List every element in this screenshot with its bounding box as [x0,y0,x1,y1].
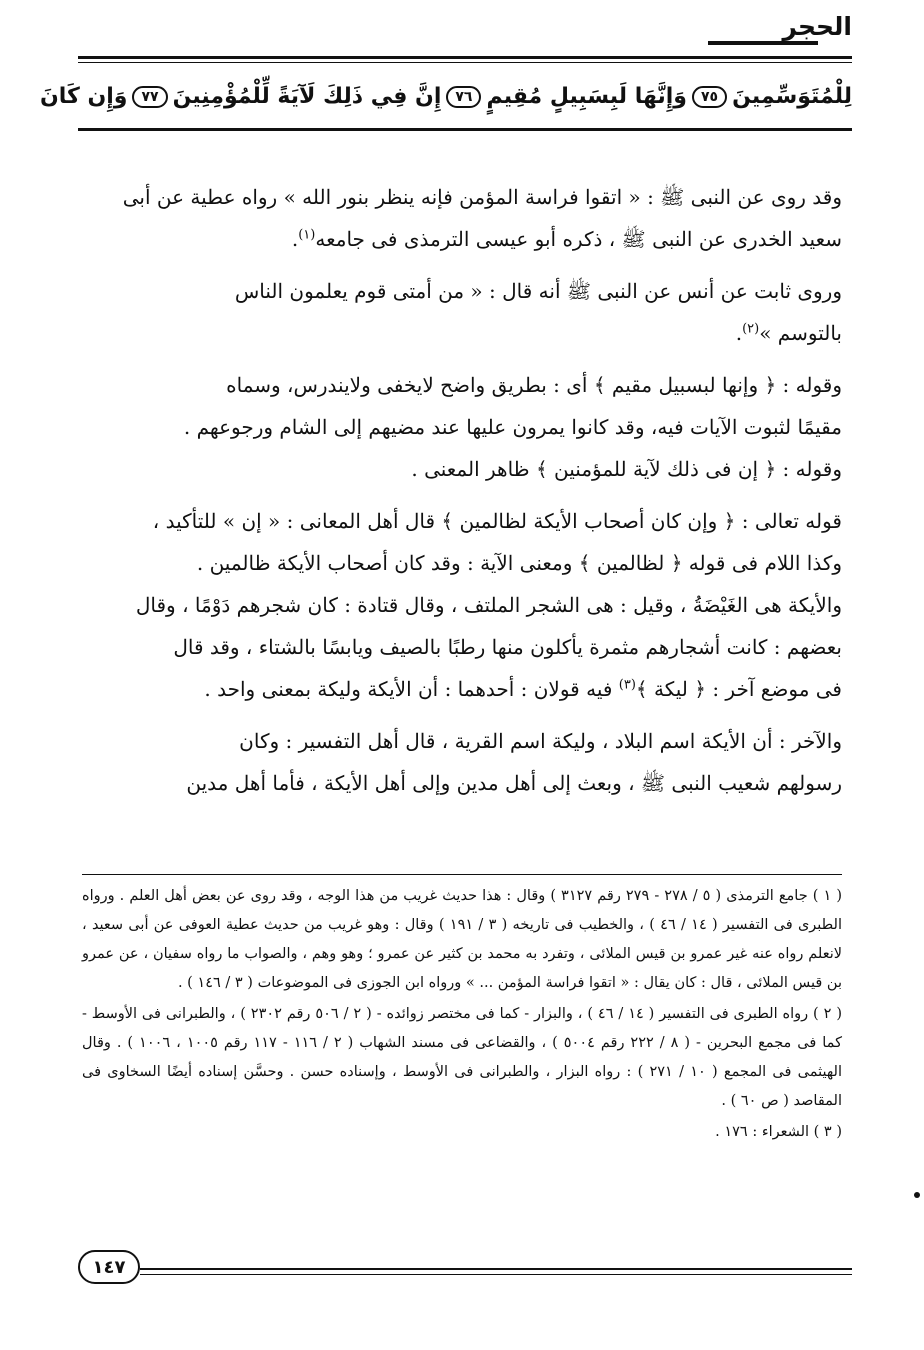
line: سعيد الخدرى عن النبى ﷺ ، ذكره أبو عيسى الترمذى فى جامعه [315,227,842,251]
footnote-3: ( ٣ ) الشعراء : ١٧٦ . [715,1124,842,1140]
line-end: . [291,227,299,251]
line: والآخر : أن الأيكة اسم البلاد ، وليكة اسم القرية ، قال أهل التفسير : وكان [239,729,842,753]
verse-text: وَإِنَّهَا لَبِسَبِيلٍ مُقِيمٍ [486,84,687,109]
verse-text: لِلْمُتَوَسِّمِينَ [732,84,852,109]
line: وقوله : ﴿ وإنها لبسبيل مقيم ﴾ أى : بطريق واضح لايخفى ولايندرس، وسماه [226,373,842,397]
line: مقيمًا لثبوت الآيات فيه، وقد كانوا يمرون عليها عند مضيهم إلى الشام ورجوعهم . [183,415,842,439]
paragraph-3 [82,364,842,448]
verse-segment [127,70,441,124]
line: والأيكة هى الغَيْضَةُ ، وقيل : هى الشجر الملتف ، وقال قتادة : كان شجرهم دَوْمًا ، وقال [135,593,842,617]
page-footer [78,1244,852,1294]
title-underline [708,41,818,45]
line: رسولهم شعيب النبى ﷺ ، وبعث إلى أهل مدين وإلى أهل الأيكة ، فأما أهل مدين [186,771,842,795]
page-number: ١٤٧ [78,1250,140,1284]
line: بعضهم : كانت أشجارهم مثمرة يأكلون منها رطبًا بالصيف ويابسًا بالشتاء ، وقد قال [173,635,842,659]
line: قوله تعالى : ﴿ وإن كان أصحاب الأيكة لظالمين ﴾ قال أهل المعانى : « إن » للتأكيد ، [152,509,842,533]
commentary-body [82,176,842,814]
verse-segment [687,70,852,124]
line: بالتوسم » [759,321,842,345]
footnotes [82,882,842,1149]
surah-title: الحجر [782,12,852,41]
footnote-reference: (٣) [618,677,636,693]
paragraph-6 [82,720,842,804]
footnote-2: ( ٢ ) رواه الطبرى فى التفسير ( ١٤ / ٤٦ ) ، والبزار - كما فى مختصر زوائده - ( ٢ / ٥٠٦ رقم ٢٣٠٢ ) ، والطبرانى فى الأوسط - كما فى مجمع البحرين - ( ٨ / ٢٢٢ رقم ٥٠٠٤ ) ، والقضاعى فى مسند الشهاب ( ٢ / ١١٦ - ١١٧ رقم ١٠٠٥ ، ١٠٠٦ ) . وقال الهيثمى فى المجمع ( ١٠ / ٢٧١ ) : رواه البزار ، والطبرانى فى الأوسط ، وإسناده حسن . وحسَّن إسناده أيضًا السخاوى فى المقاصد ( ص ٦٠ ) . [82,1006,843,1109]
line: وكذا اللام فى قوله ﴿ لظالمين ﴾ ومعنى الآية : وقد كان أصحاب الأيكة ظالمين . [196,551,842,575]
verse-rule [78,128,852,131]
footer-rule-thin [140,1274,852,1275]
verse-text: وَإِن كَانَ [39,84,128,109]
verse-text: إِنَّ فِي ذَلِكَ لَآيَةً لِّلْمُؤْمِنِينَ [172,84,442,109]
line: فيه قولان : أحدهما : أن الأيكة وليكة بمعنى واحد . [204,677,613,701]
footnote-reference: (٢) [742,321,760,337]
footnote-reference: (١) [298,227,316,243]
line-end: . [735,321,743,345]
verse-segment [441,70,687,124]
verse-segment [40,70,127,124]
verse-number-marker: ٧٥ [692,86,727,108]
verse-number-marker: ٧٧ [132,86,167,108]
footer-rule [140,1268,852,1270]
quran-verse-line [39,70,852,124]
paragraph-4 [82,448,842,490]
line: فى موضع آخر : ﴿ ليكة ﴾ [635,677,842,701]
line: وقد روى عن النبى ﷺ : « اتقوا فراسة المؤمن فإنه ينظر بنور الله » رواه عطية عن أبى [122,185,842,209]
header-rule-thin [78,62,852,63]
page-header [78,8,852,68]
line: وقوله : ﴿ إن فى ذلك لآية للمؤمنين ﴾ ظاهر المعنى . [411,457,842,481]
footnote-separator [82,874,842,875]
verse-number-marker: ٧٦ [446,86,481,108]
margin-dot [914,1192,920,1198]
paragraph-1 [82,176,842,260]
paragraph-2 [82,270,842,354]
line: وروى ثابت عن أنس عن النبى ﷺ أنه قال : « من أمتى قوم يعلمون الناس [234,279,842,303]
paragraph-5 [82,500,842,710]
footnote-1: ( ١ ) جامع الترمذى ( ٥ / ٢٧٨ - ٢٧٩ رقم ٣١٢٧ ) وقال : هذا حديث غريب من هذا الوجه ، وقد روى عن بعض أهل العلم . ورواه الطبرى فى التفسير ( ١٤ / ٤٦ ) ، والخطيب فى تاريخه ( ٣ / ١٩١ ) وقال : وهو غريب من حديث عطية العوفى عن أبى سعيد ، لانعلم رواه عنه غير عمرو بن قيس الملائى ، وتفرد به محمد بن كثير عن عمرو ؛ وهو وهم ، والصواب ما رواه سفيان ، عن عمرو بن قيس الملائى ، قال : كان يقال : « اتقوا فراسة المؤمن ... » ورواه ابن الجوزى فى الموضوعات ( ٣ / ١٤٦ ) . [82,888,843,991]
header-rule [78,56,852,59]
